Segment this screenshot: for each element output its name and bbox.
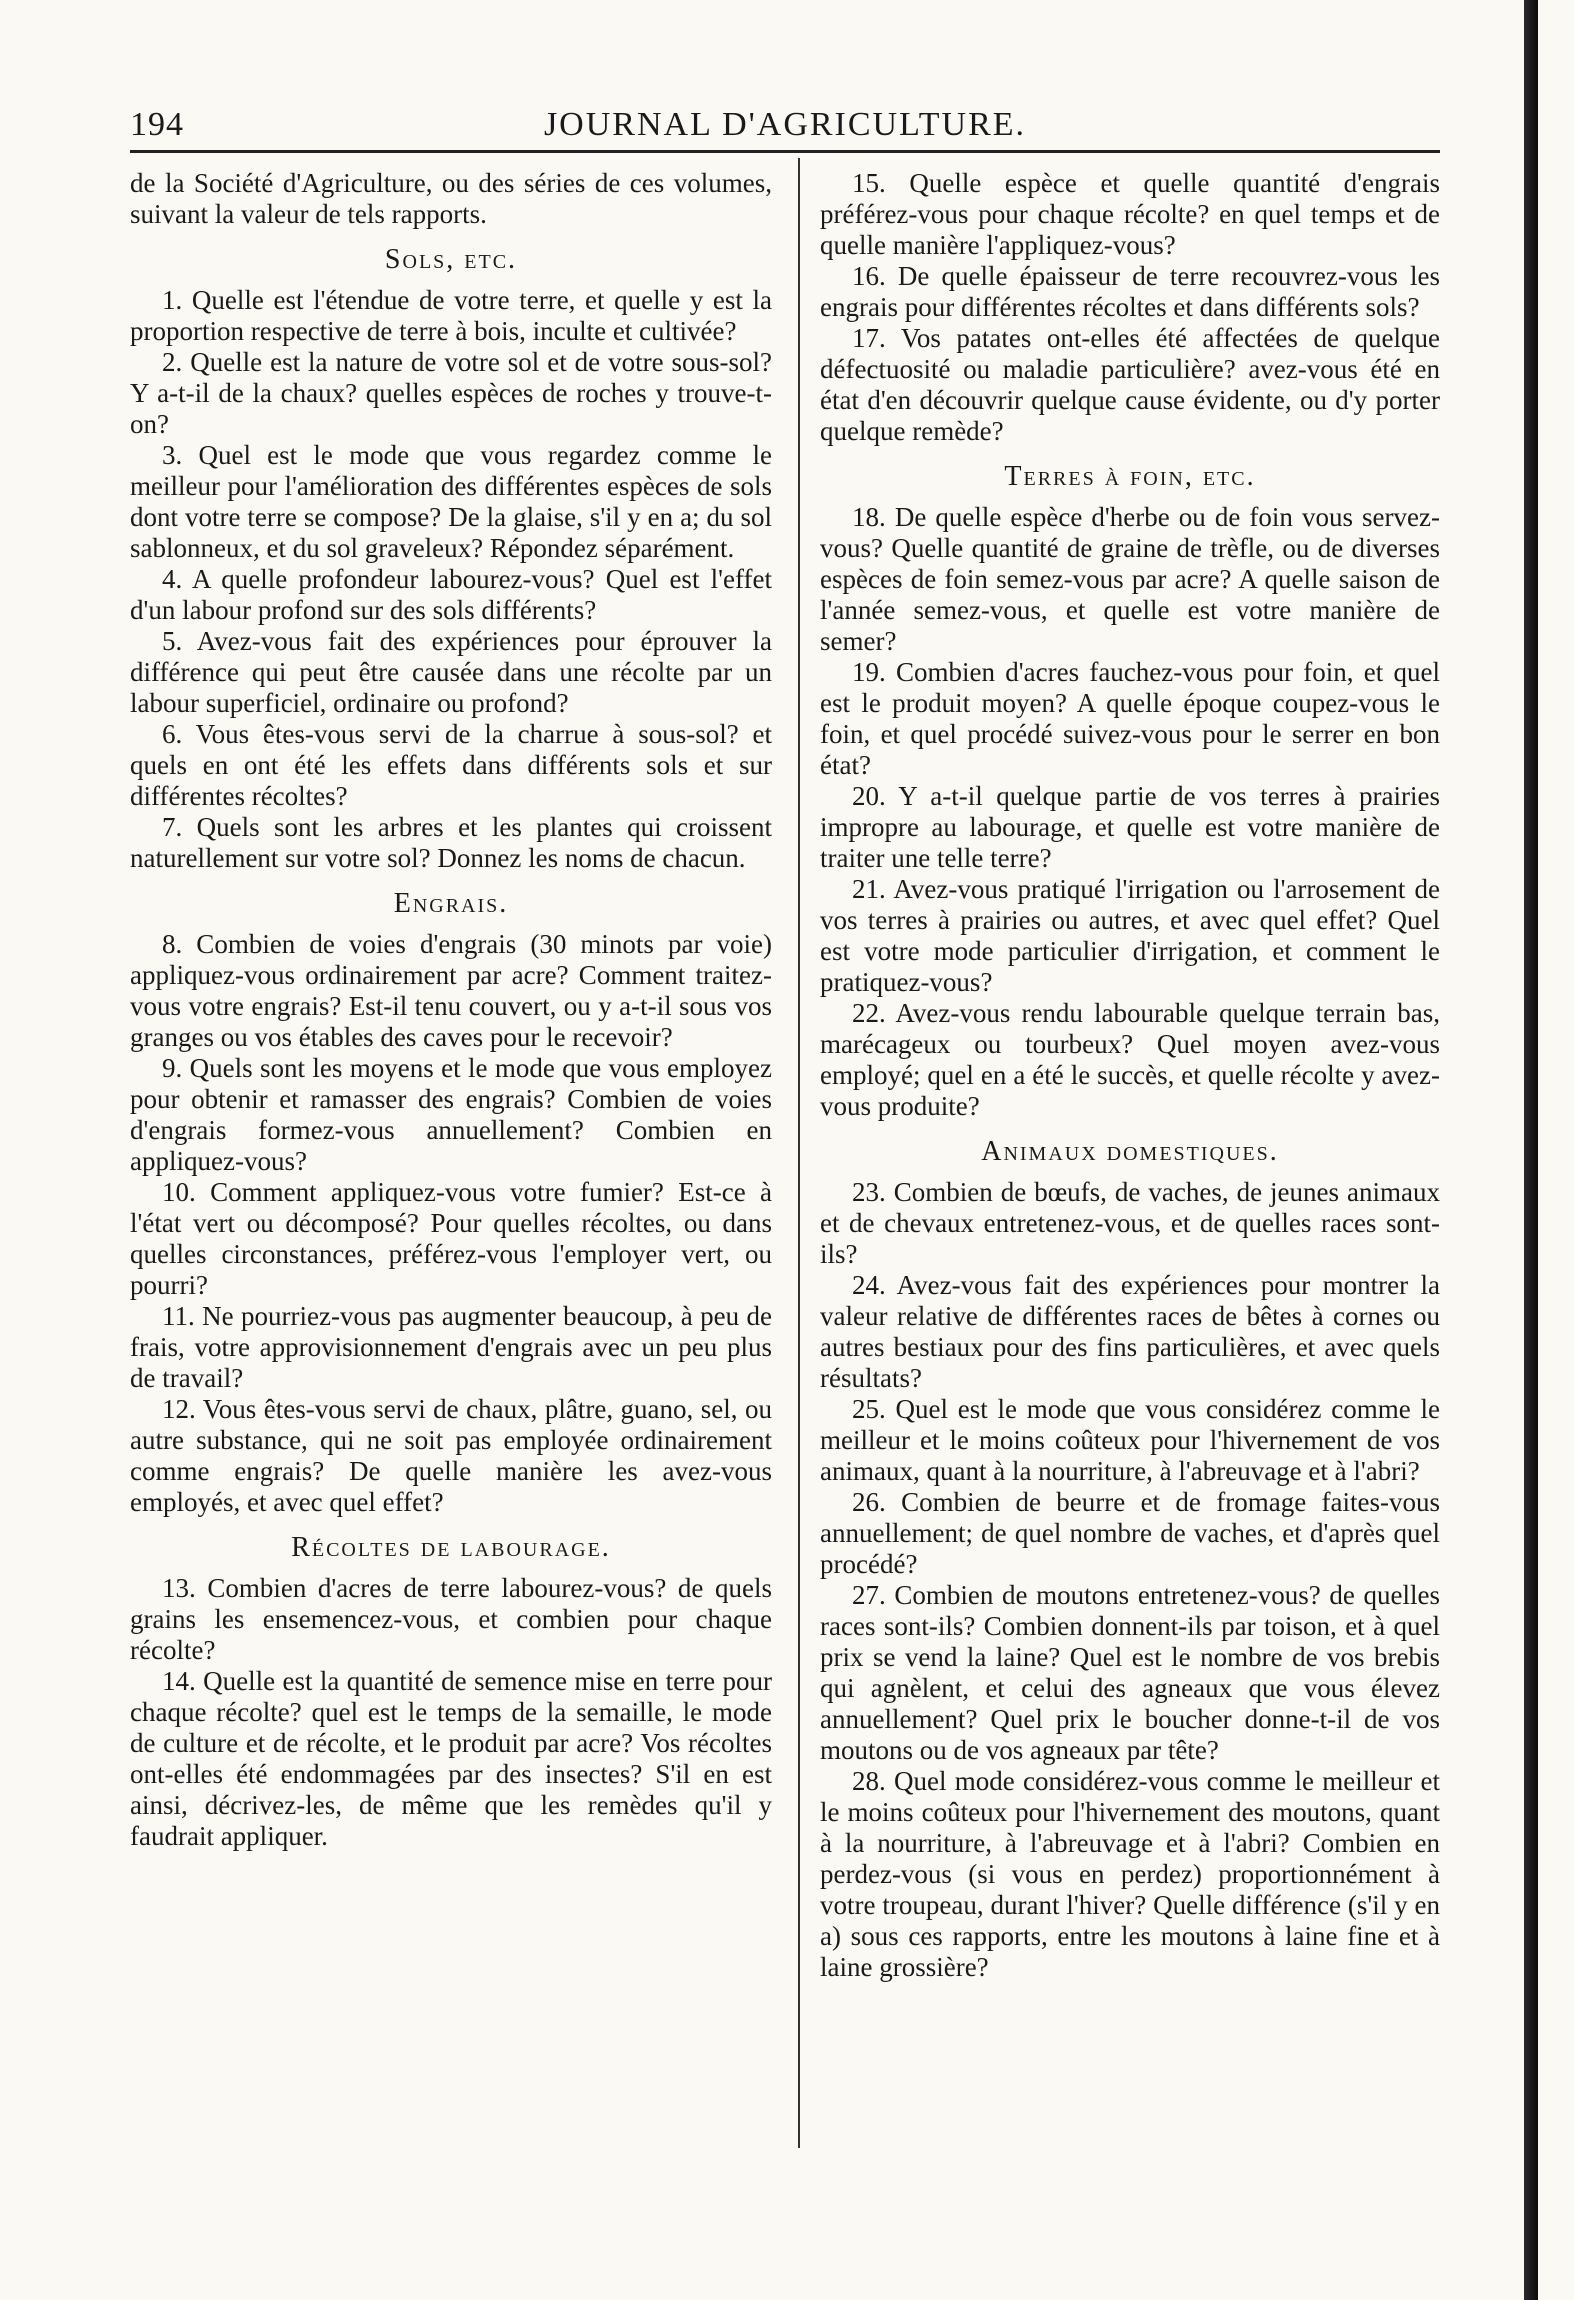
question-15: 15. Quelle espèce et quelle quantité d'engrais préférez-vous pour chaque récolte? en quel temps et de quelle manière l'appliquez-vous? (820, 168, 1440, 260)
left-column (130, 168, 772, 1852)
section-heading-animaux: Animaux domestiques. (981, 1136, 1279, 1167)
question-2: 2. Quelle est la nature de votre sol et de votre sous-sol? Y a-t-il de la chaux? quelles espèces de roches y trouve-t-on? (130, 347, 772, 439)
question-20: 20. Y a-t-il quelque partie de vos terres à prairies impropre au labourage, et quelle est votre manière de traiter une telle terre? (820, 781, 1440, 873)
section-heading-recoltes: Récoltes de labourage. (291, 1532, 611, 1563)
question-9: 9. Quels sont les moyens et le mode que vous employez pour obtenir et ramasser des engrais? Combien de voies d'engrais formez-vous annuellement? Combien en appliquez-vous? (130, 1053, 772, 1176)
question-19: 19. Combien d'acres fauchez-vous pour foin, et quel est le produit moyen? A quelle époque coupez-vous le foin, et quel procédé suivez-vous pour le serrer en bon état? (820, 657, 1440, 780)
header-rule (130, 150, 1440, 153)
question-13: 13. Combien d'acres de terre labourez-vous? de quels grains les ensemencez-vous, et combien pour chaque récolte? (130, 1573, 772, 1665)
question-11: 11. Ne pourriez-vous pas augmenter beaucoup, à peu de frais, votre approvisionnement d'engrais avec un peu plus de travail? (130, 1301, 772, 1393)
question-24: 24. Avez-vous fait des expériences pour montrer la valeur relative de différentes races de bêtes à cornes ou autres bestiaux pour des fins particulières, et avec quels résultats? (820, 1270, 1440, 1393)
question-1: 1. Quelle est l'étendue de votre terre, et quelle y est la proportion respective de terre à bois, inculte et cultivée? (130, 285, 772, 346)
column-divider (798, 158, 800, 2148)
question-10: 10. Comment appliquez-vous votre fumier? Est-ce à l'état vert ou décomposé? Pour quelles récoltes, ou dans quelles circonstances, préférez-vous l'employer vert, ou pourri? (130, 1177, 772, 1300)
question-14: 14. Quelle est la quantité de semence mise en terre pour chaque récolte? quel est le temps de la semaille, le mode de culture et de récolte, et le produit par acre? Vos récoltes ont-elles été endommagées par des insectes? S'il en est ainsi, décrivez-les, de même que les remèdes qu'il y faudrait appliquer. (130, 1666, 772, 1851)
page-edge-shadow (1524, 0, 1538, 2300)
question-25: 25. Quel est le mode que vous considérez comme le meilleur et le moins coûteux pour l'hivernement de vos animaux, quant à la nourriture, à l'abreuvage et à l'abri? (820, 1394, 1440, 1486)
question-7: 7. Quels sont les arbres et les plantes qui croissent naturellement sur votre sol? Donnez les noms de chacun. (130, 812, 772, 873)
running-title: JOURNAL D'AGRICULTURE. (543, 106, 1027, 143)
question-27: 27. Combien de moutons entretenez-vous? de quelles races sont-ils? Combien donnent-ils par toison, et à quel prix se vend la laine? Quel est le nombre de vos brebis qui agnèlent, et celui des agneaux que vous élevez annuellement? Quel prix le boucher donne-t-il de vos moutons ou de vos agneaux par tête? (820, 1580, 1440, 1765)
page-number: 194 (130, 106, 184, 143)
question-21: 21. Avez-vous pratiqué l'irrigation ou l'arrosement de vos terres à prairies ou autres, et avec quel effet? Quel est votre mode particulier d'irrigation, et comment le pratiquez-vous? (820, 874, 1440, 997)
question-23: 23. Combien de bœufs, de vaches, de jeunes animaux et de chevaux entretenez-vous, et de quelles races sont-ils? (820, 1177, 1440, 1269)
question-17: 17. Vos patates ont-elles été affectées de quelque défectuosité ou maladie particulière? avez-vous été en état d'en découvrir quelque cause évidente, ou d'y porter quelque remède? (820, 323, 1440, 446)
question-8: 8. Combien de voies d'engrais (30 minots par voie) appliquez-vous ordinairement par acre? Comment traitez-vous votre engrais? Est-il tenu couvert, ou y a-t-il sous vos granges ou vos étables des caves pour le recevoir? (130, 929, 772, 1052)
question-18: 18. De quelle espèce d'herbe ou de foin vous servez-vous? Quelle quantité de graine de trèfle, ou de diverses espèces de foin semez-vous par acre? A quelle saison de l'année semez-vous, et quelle est votre manière de semer? (820, 502, 1440, 656)
intro-paragraph: de la Société d'Agriculture, ou des séries de ces volumes, suivant la valeur de tels rapports. (130, 168, 772, 229)
question-3: 3. Quel est le mode que vous regardez comme le meilleur pour l'amélioration des différentes espèces de sols dont votre terre se compose? De la glaise, s'il y en a; du sol sablonneux, et du sol graveleux? Répondez séparément. (130, 440, 772, 563)
question-4: 4. A quelle profondeur labourez-vous? Quel est l'effet d'un labour profond sur des sols différents? (130, 564, 772, 625)
section-heading-terres: Terres à foin, etc. (1004, 461, 1256, 492)
question-26: 26. Combien de beurre et de fromage faites-vous annuellement; de quel nombre de vaches, et d'après quel procédé? (820, 1487, 1440, 1579)
question-5: 5. Avez-vous fait des expériences pour éprouver la différence qui peut être causée dans une récolte par un labour superficiel, ordinaire ou profond? (130, 626, 772, 718)
question-12: 12. Vous êtes-vous servi de chaux, plâtre, guano, sel, ou autre substance, qui ne soit pas employée ordinairement comme engrais? De quelle manière les avez-vous employés, et avec quel effet? (130, 1394, 772, 1517)
question-28: 28. Quel mode considérez-vous comme le meilleur et le moins coûteux pour l'hivernement des moutons, quant à la nourriture, à l'abreuvage et à l'abri? Combien en perdez-vous (si vous en perdez) proportionnément à votre troupeau, durant l'hiver? Quelle différence (s'il y en a) sous ces rapports, entre les moutons à laine fine et à laine grossière? (820, 1766, 1440, 1982)
question-6: 6. Vous êtes-vous servi de la charrue à sous-sol? et quels en ont été les effets dans différents sols et sur différentes récoltes? (130, 719, 772, 811)
question-22: 22. Avez-vous rendu labourable quelque terrain bas, marécageux ou tourbeux? Quel moyen avez-vous employé; quel en a été le succès, et quelle récolte y avez-vous produite? (820, 998, 1440, 1121)
section-heading-sols: Sols, etc. (384, 244, 518, 275)
question-16: 16. De quelle épaisseur de terre recouvrez-vous les engrais pour différentes récoltes et dans différents sols? (820, 261, 1440, 322)
section-heading-engrais: Engrais. (393, 888, 509, 919)
right-column (820, 168, 1440, 1983)
